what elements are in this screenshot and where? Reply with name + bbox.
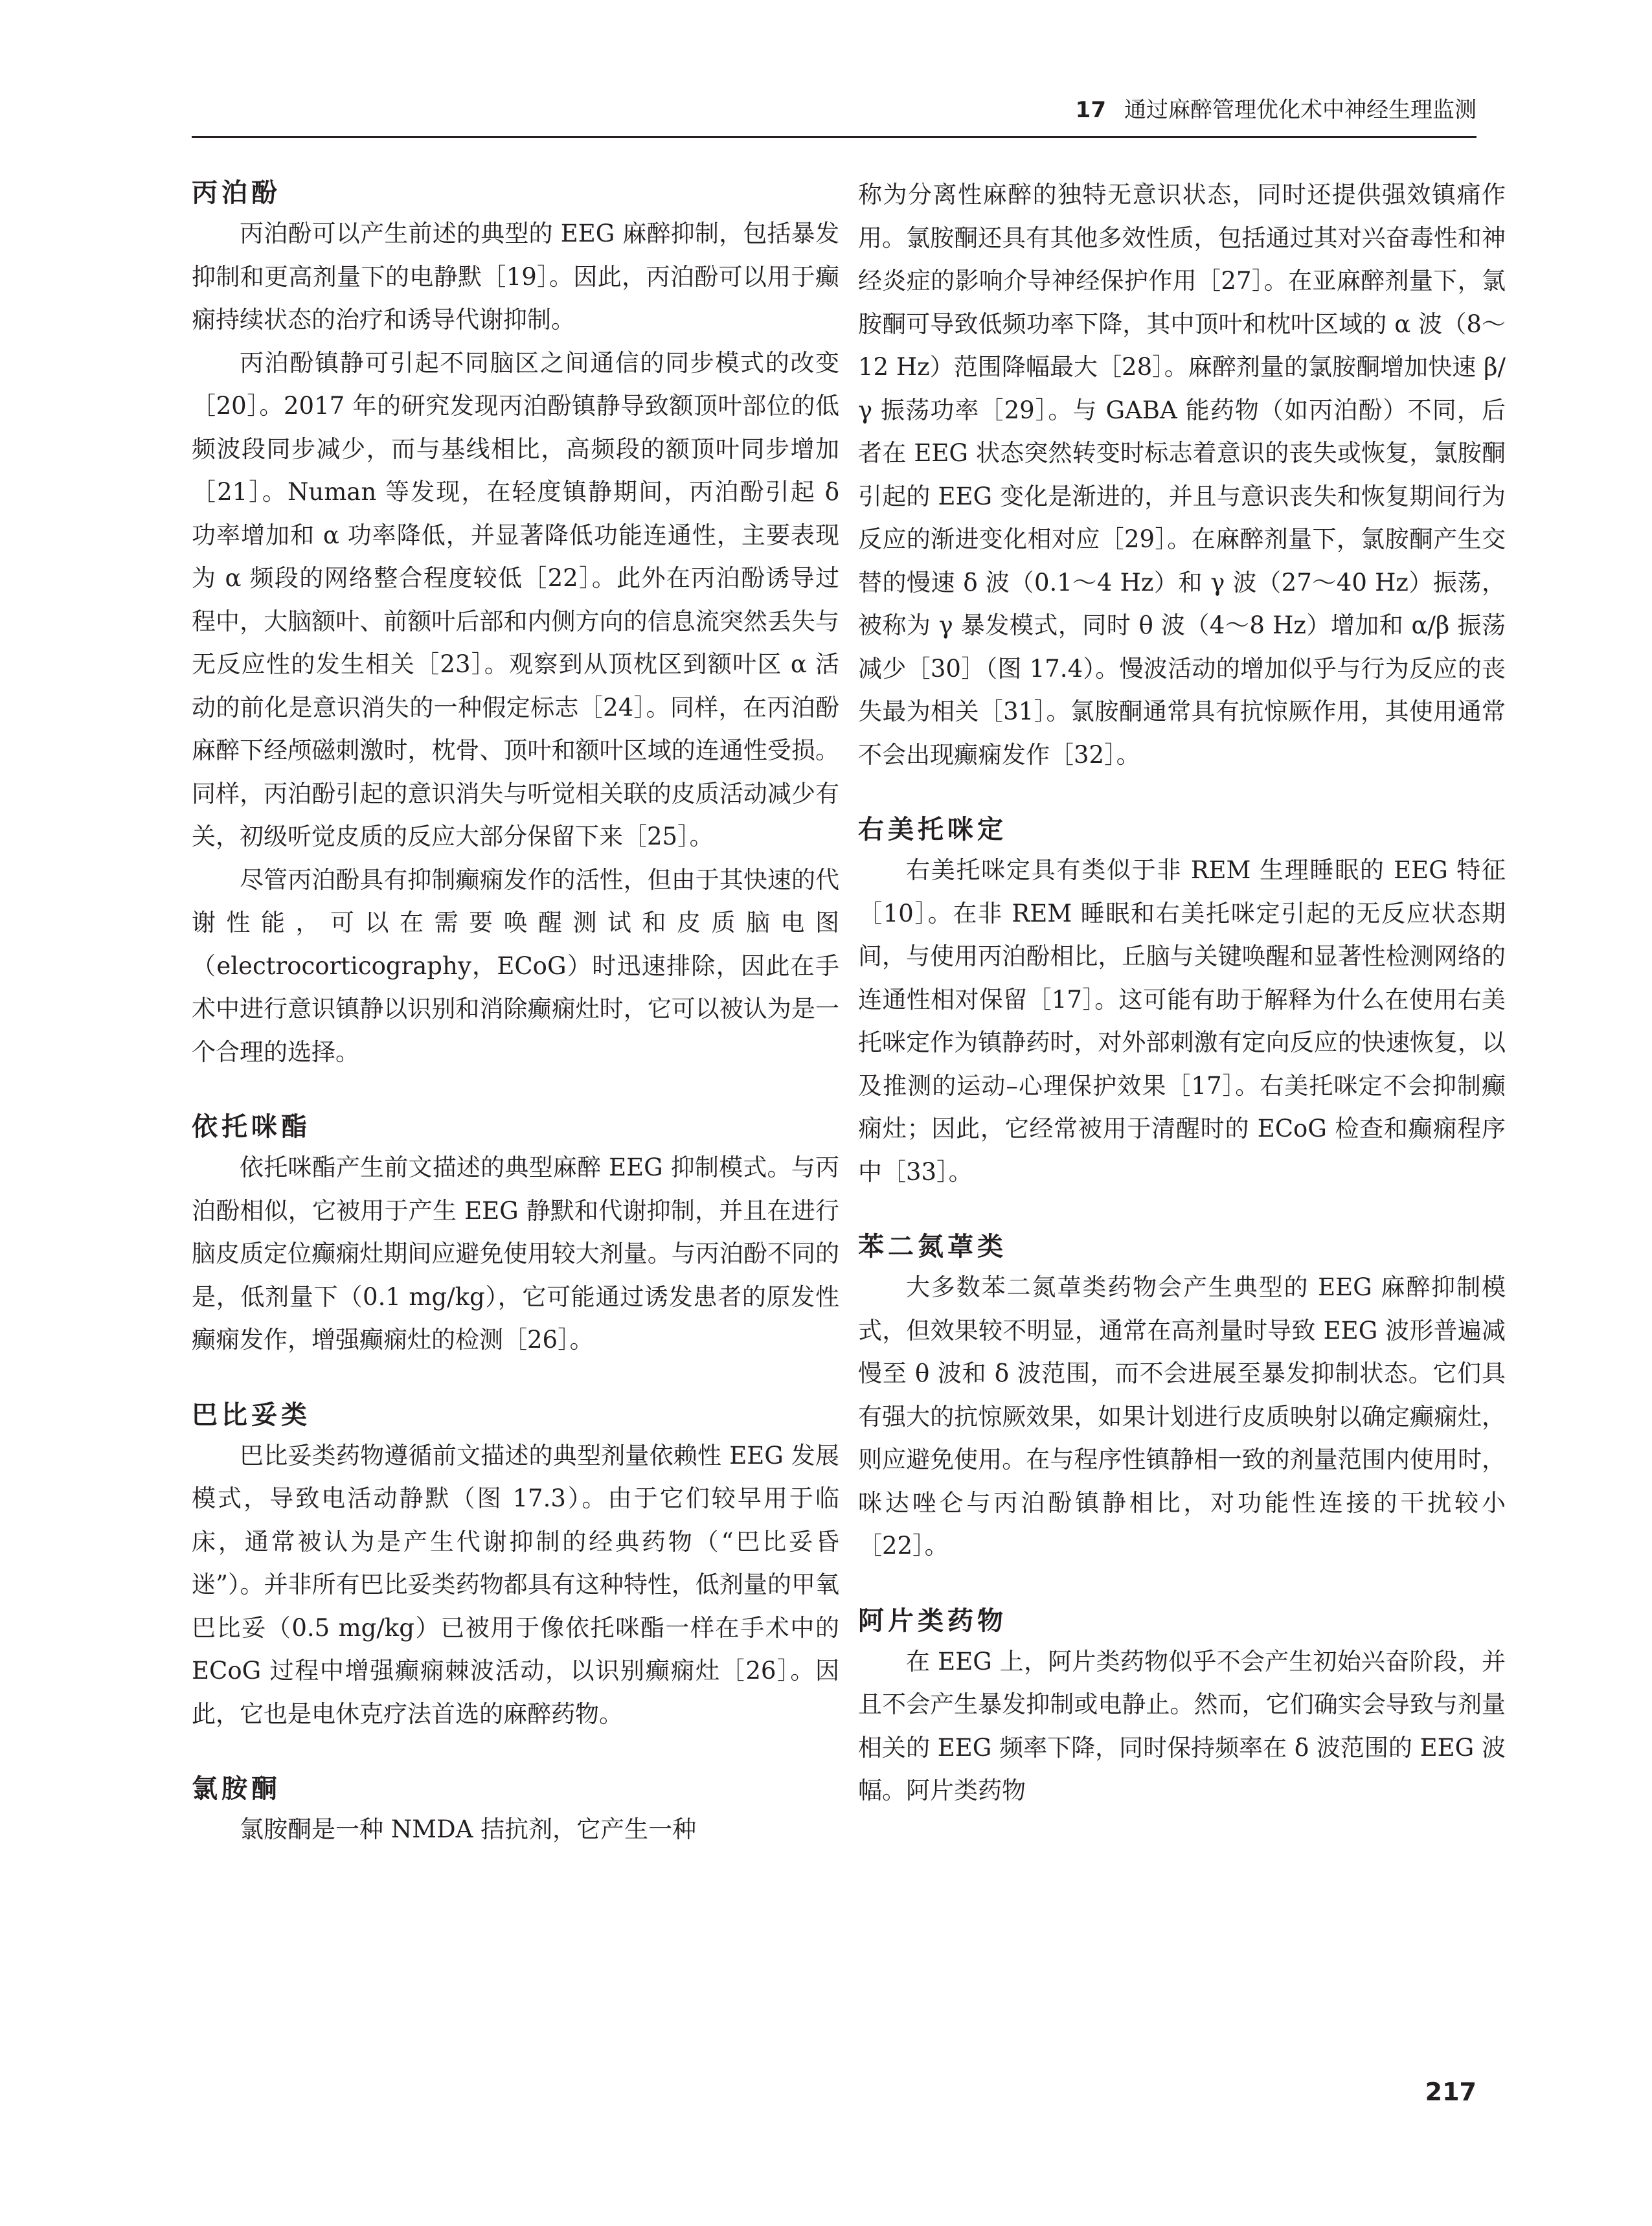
section-title-barbiturates: 巴比妥类 (192, 1400, 311, 1430)
right-column (858, 174, 1506, 1813)
section-title-ketamine: 氯胺酮 (192, 1774, 281, 1804)
paragraph: 丙泊酚镇静可引起不同脑区之间通信的同步模式的改变［20］。2017 年的研究发现丙泊酚镇静导致额顶叶部位的低频波段同步减少，而与基线相比，高频段的额顶叶同步增加［21］。Numan 等发现，在轻度镇静期间，丙泊酚引起 δ 功率增加和 α 功率降低，并显著降低功能连通性，主要表现为 α 频段的网络整合程度较低［22］。此外在丙泊酚诱导过程中，大脑额叶、前额叶后部和内侧方向的信息流突然丢失与无反应性的发生相关［23］。观察到从顶枕区到额叶区 α 活动的前化是意识消失的一种假定标志［24］。同样，在丙泊酚麻醉下经颅磁刺激时，枕骨、顶叶和额叶区域的连通性受损。同样，丙泊酚引起的意识消失与听觉相关联的皮质活动减少有关，初级听觉皮质的反应大部分保留下来［25］。 (192, 348, 839, 850)
left-column (192, 174, 839, 1852)
paragraph: 依托咪酯产生前文描述的典型麻醉 EEG 抑制模式。与丙泊酚相似，它被用于产生 EEG 静默和代谢抑制，并且在进行脑皮质定位癫痫灶期间应避免使用较大剂量。与丙泊酚不同的是，低剂量下（0.1 mg/kg），它可能通过诱发患者的原发性癫痫发作，增强癫痫灶的检测［26］。 (192, 1153, 839, 1354)
paragraph: 大多数苯二氮䓬类药物会产生典型的 EEG 麻醉抑制模式，但效果较不明显，通常在高剂量时导致 EEG 波形普遍减慢至 θ 波和 δ 波范围，而不会进展至暴发抑制状态。它们具有强大的抗惊厥效果，如果计划进行皮质映射以确定癫痫灶，则应避免使用。在与程序性镇静相一致的剂量范围内使用时，咪达唑仑与丙泊酚镇静相比，对功能性连接的干扰较小［22］。 (858, 1273, 1506, 1560)
section-title-propofol: 丙泊酚 (192, 178, 281, 208)
chapter-number: 17 (1075, 97, 1106, 123)
paragraph: 氯胺酮是一种 NMDA 拮抗剂，它产生一种 (240, 1815, 697, 1843)
section-title-dexmedetomidine: 右美托咪定 (858, 815, 1007, 845)
section-title-opioids: 阿片类药物 (858, 1606, 1007, 1636)
section-title-benzodiazepines: 苯二氮䓬类 (858, 1232, 1007, 1262)
running-header (192, 97, 1477, 138)
paragraph-continued: 称为分离性麻醉的独特无意识状态，同时还提供强效镇痛作用。氯胺酮还具有其他多效性质，包括通过其对兴奋毒性和神经炎症的影响介导神经保护作用［27］。在亚麻醉剂量下，氯胺酮可导致低频功率下降，其中顶叶和枕叶区域的 α 波（8～12 Hz）范围降幅最大［28］。麻醉剂量的氯胺酮增加快速 β/γ 振荡功率［29］。与 GABA 能药物（如丙泊酚）不同，后者在 EEG 状态突然转变时标志着意识的丧失或恢复，氯胺酮引起的 EEG 变化是渐进的，并且与意识丧失和恢复期间行为反应的渐进变化相对应［29］。在麻醉剂量下，氯胺酮产生交替的慢速 δ 波（0.1～4 Hz）和 γ 波（27～40 Hz）振荡，被称为 γ 暴发模式，同时 θ 波（4～8 Hz）增加和 α/β 振荡减少［30］（图 17.4）。慢波活动的增加似乎与行为反应的丧失最为相关［31］。氯胺酮通常具有抗惊厥作用，其使用通常不会出现癫痫发作［32］。 (858, 181, 1506, 769)
paragraph: 在 EEG 上，阿片类药物似乎不会产生初始兴奋阶段，并且不会产生暴发抑制或电静止。然而，它们确实会导致与剂量相关的 EEG 频率下降，同时保持频率在 δ 波范围的 EEG 波幅。阿片类药物 (858, 1647, 1506, 1804)
paragraph: 丙泊酚可以产生前述的典型的 EEG 麻醉抑制，包括暴发抑制和更高剂量下的电静默［19］。因此，丙泊酚可以用于癫痫持续状态的治疗和诱导代谢抑制。 (192, 220, 839, 334)
chapter-title: 通过麻醉管理优化术中神经生理监测 (1124, 97, 1477, 123)
header-text (1076, 97, 1477, 123)
page-number: 217 (1425, 2078, 1477, 2106)
section-title-etomidate: 依托咪酯 (192, 1112, 311, 1142)
paragraph: 右美托咪定具有类似于非 REM 生理睡眠的 EEG 特征［10］。在非 REM 睡眠和右美托咪定引起的无反应状态期间，与使用丙泊酚相比，丘脑与关键唤醒和显著性检测网络的连通性相对保留［17］。这可能有助于解释为什么在使用右美托咪定作为镇静药时，对外部刺激有定向反应的快速恢复，以及推测的运动–心理保护效果［17］。右美托咪定不会抑制癫痫灶；因此，它经常被用于清醒时的 ECoG 检查和癫痫程序中［33］。 (858, 856, 1506, 1186)
paragraph: 尽管丙泊酚具有抑制癫痫发作的活性，但由于其快速的代谢性能，可以在需要唤醒测试和皮质脑电图（electrocorticography，ECoG）时迅速排除，因此在手术中进行意识镇静以识别和消除癫痫灶时，它可以被认为是一个合理的选择。 (192, 865, 839, 1066)
paragraph: 巴比妥类药物遵循前文描述的典型剂量依赖性 EEG 发展模式，导致电活动静默（图 17.3）。由于它们较早用于临床，通常被认为是产生代谢抑制的经典药物（“巴比妥昏迷”）。并非所有巴比妥类药物都具有这种特性，低剂量的甲氧巴比妥（0.5 mg/kg）已被用于像依托咪酯一样在手术中的 ECoG 过程中增强癫痫棘波活动，以识别癫痫灶［26］。因此，它也是电休克疗法首选的麻醉药物。 (192, 1441, 839, 1728)
